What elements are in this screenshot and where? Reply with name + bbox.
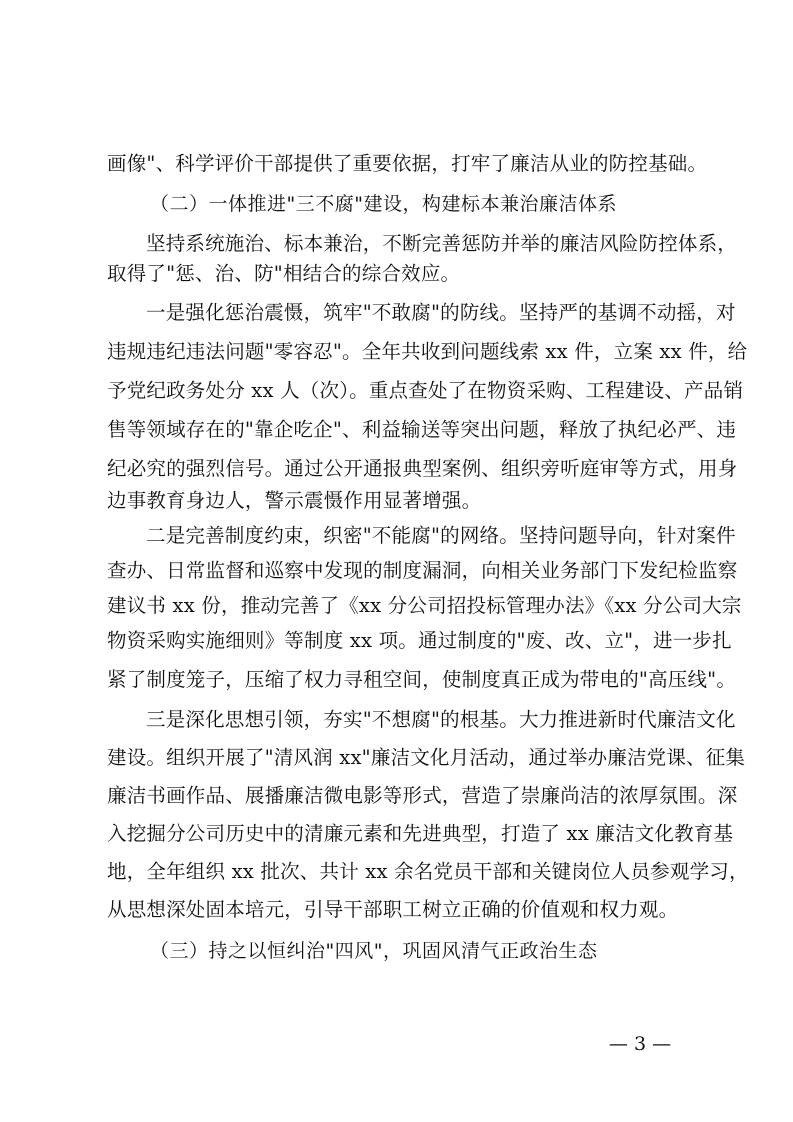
body-text-line: 三是深化思想引领，夯实"不想腐"的根基。大力推进新时代廉洁文化 — [146, 708, 736, 731]
body-text-line: 画像"、科学评价干部提供了重要依据，打牢了廉洁从业的防控基础。 — [107, 152, 708, 175]
section-heading-2: （二）一体推进"三不腐"建设，构建标本兼治廉洁体系 — [150, 193, 617, 215]
body-text-line: 售等领域存在的"靠企吃企"、利益输送等突出问题，释放了执纪必严、违 — [107, 418, 737, 441]
body-text-line: 坚持系统施治、标本兼治，不断完善惩防并举的廉洁风险防控体系， — [146, 232, 738, 255]
body-text-line: 建议书 xx 份，推动完善了《xx 分公司招投标管理办法》《xx 分公司大宗 — [107, 594, 742, 617]
body-text-line: 紧了制度笼子，压缩了权力寻租空间，使制度真正成为带电的"高压线"。 — [107, 668, 737, 691]
body-text-line: 地，全年组织 xx 批次、共计 xx 余名党员干部和关键岗位人员参观学习， — [107, 860, 749, 883]
body-text-line: 予党纪政务处分 xx 人（次）。重点查处了在物资采购、工程建设、产品销 — [107, 379, 744, 402]
body-text-line: 边事教育身边人，警示震慑作用显著增强。 — [107, 489, 482, 512]
section-heading-3: （三）持之以恒纠治"四风"，巩固风清气正政治生态 — [150, 940, 598, 962]
page-number: — 3 — — [608, 1033, 672, 1055]
body-text-line: 二是完善制度约束，织密"不能腐"的网络。坚持问题导向，针对案件 — [146, 524, 736, 547]
body-text-line: 物资采购实施细则》等制度 xx 项。通过制度的"废、改、立"，进一步扎 — [107, 629, 732, 652]
body-text-line: 入挖掘分公司历史中的清廉元素和先进典型，打造了 xx 廉洁文化教育基 — [107, 822, 734, 845]
body-text-line: 纪必究的强烈信号。通过公开通报典型案例、组织旁听庭审等方式，用身 — [107, 457, 738, 480]
body-text-line: 从思想深处固本培元，引导干部职工树立正确的价值观和权力观。 — [107, 898, 679, 921]
body-text-line: 一是强化惩治震慑，筑牢"不敢腐"的防线。坚持严的基调不动摇，对 — [146, 301, 736, 324]
body-text-line: 取得了"惩、治、防"相结合的综合效应。 — [107, 262, 461, 285]
body-text-line: 建设。组织开展了"清风润 xx"廉洁文化月活动，通过举办廉洁党课、征集 — [107, 746, 746, 769]
body-text-line: 廉洁书画作品、展播廉洁微电影等形式，营造了崇廉尚洁的浓厚氛围。深 — [107, 784, 738, 807]
body-text-line: 违规违纪违法问题"零容忍"。全年共收到问题线索 xx 件，立案 xx 件，给 — [107, 340, 748, 363]
body-text-line: 查办、日常监督和巡察中发现的制度漏洞，向相关业务部门下发纪检监察 — [107, 559, 738, 582]
